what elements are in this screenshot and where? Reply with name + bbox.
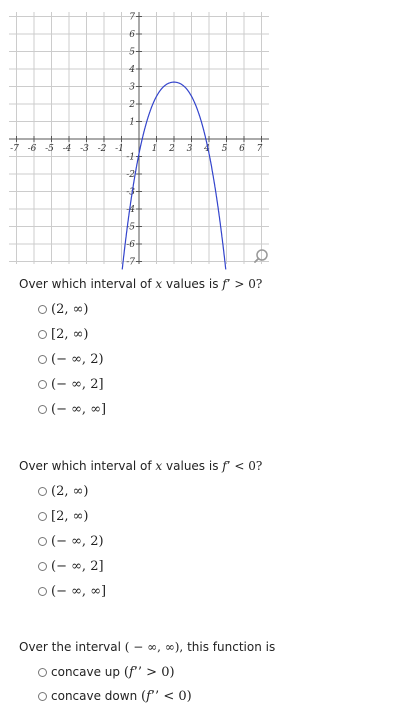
radio-button[interactable] (38, 692, 47, 701)
q1-option-2[interactable] (38, 324, 89, 344)
radio-button[interactable] (38, 512, 47, 521)
double-prime: ’’ (133, 664, 143, 680)
question-3-label: Over the interval (19, 640, 121, 654)
y-tick-label: -3 (126, 187, 135, 198)
option-label (51, 665, 175, 680)
option-label: [2, ∞) (51, 326, 89, 342)
radio-button[interactable] (38, 305, 47, 314)
relation: < (234, 459, 245, 473)
radio-button[interactable] (38, 562, 47, 571)
tick-labels (10, 13, 263, 268)
option-label: (2, ∞) (51, 483, 89, 499)
x-tick-label: 4 (204, 144, 210, 154)
q3-option-concave-down[interactable] (38, 686, 192, 706)
radio-button[interactable] (38, 487, 47, 496)
radio-button[interactable] (38, 668, 47, 677)
radio-button[interactable] (38, 405, 47, 414)
open-paren: ( (123, 664, 129, 680)
x-tick-label: 6 (239, 144, 245, 154)
q2-option-1[interactable] (38, 481, 89, 501)
question-2-var (155, 459, 162, 473)
question-2-condition (222, 459, 262, 473)
q2-option-4[interactable] (38, 556, 104, 576)
question-1-label: Over which interval of (19, 277, 152, 291)
func-f: f (222, 459, 227, 473)
y-tick-label: 6 (129, 30, 135, 40)
option-condition (141, 689, 192, 704)
x-tick-label: 2 (169, 144, 175, 154)
x-tick-label: -3 (80, 144, 89, 154)
relation: > (146, 664, 158, 680)
radio-button[interactable] (38, 537, 47, 546)
x-tick-label: -2 (97, 144, 107, 154)
x-tick-label: -7 (10, 144, 19, 154)
prime: ’ (226, 459, 231, 473)
y-tick-label: 1 (129, 117, 135, 128)
func-f: f (146, 688, 151, 704)
x-tick-label: -4 (62, 144, 72, 154)
var-x: x (155, 459, 163, 473)
func-f: f (222, 277, 227, 291)
y-tick-label: -2 (126, 170, 135, 180)
radio-button[interactable] (38, 330, 47, 339)
open-paren: ( (141, 688, 147, 704)
option-label: (− ∞, 2] (51, 558, 104, 574)
y-tick-label: 5 (129, 47, 135, 58)
q2-option-2[interactable] (38, 506, 89, 526)
y-tick-label: -5 (126, 222, 135, 233)
option-label: (− ∞, 2) (51, 351, 104, 367)
q3-option-concave-up[interactable] (38, 662, 175, 682)
q1-option-1[interactable] (38, 299, 89, 319)
var-x: x (155, 277, 163, 291)
zero: 0? (248, 277, 263, 291)
question-1-middle: values is (166, 277, 219, 291)
zero: 0) (178, 688, 192, 704)
q2-option-5[interactable] (38, 581, 106, 601)
relation: > (234, 277, 245, 291)
q1-option-5[interactable] (38, 399, 106, 419)
option-label: (2, ∞) (51, 301, 89, 317)
option-label: (− ∞, ∞] (51, 583, 107, 599)
q2-option-3[interactable] (38, 531, 104, 551)
y-tick-label: -4 (126, 205, 135, 215)
y-tick-label: 4 (129, 65, 135, 75)
question-2-prompt (19, 459, 262, 473)
option-label: (− ∞, 2) (51, 533, 104, 549)
question-1-var (155, 277, 162, 291)
q1-option-3[interactable] (38, 349, 104, 369)
graph-svg (0, 0, 400, 270)
question-1-condition (222, 277, 262, 291)
option-label: [2, ∞) (51, 508, 89, 524)
y-tick-label: 3 (129, 82, 135, 93)
x-tick-label: 5 (221, 144, 228, 154)
option-label: (− ∞, 2] (51, 376, 104, 392)
zero: 0) (161, 664, 175, 680)
y-tick-label: 2 (129, 100, 135, 110)
x-tick-label: 3 (186, 144, 193, 154)
x-tick-label: -6 (27, 144, 37, 154)
y-tick-label: -7 (126, 257, 135, 268)
relation: < (163, 688, 175, 704)
prime: ’ (226, 277, 231, 291)
option-text: concave down (51, 688, 138, 703)
question-3-suffix: this function is (187, 640, 276, 654)
question-2-label: Over which interval of (19, 459, 152, 473)
option-text: concave up (51, 664, 121, 679)
x-tick-label: 1 (151, 144, 158, 154)
y-tick-label: -6 (126, 240, 135, 250)
q1-option-4[interactable] (38, 374, 104, 394)
option-condition (124, 665, 175, 680)
zero: 0? (248, 459, 263, 473)
radio-button[interactable] (38, 587, 47, 596)
x-tick-label: -5 (45, 144, 54, 154)
question-1-prompt (19, 277, 262, 291)
double-prime: ’’ (150, 688, 160, 704)
func-f: f (128, 664, 134, 680)
y-tick-label: -1 (126, 152, 135, 163)
x-tick-label: -1 (115, 144, 124, 154)
question-3-prompt (19, 640, 275, 654)
function-graph (0, 0, 400, 270)
option-label (51, 689, 192, 704)
x-tick-label: 7 (256, 144, 263, 154)
radio-button[interactable] (38, 380, 47, 389)
question-2-middle: values is (166, 459, 219, 473)
radio-button[interactable] (38, 355, 47, 364)
option-label: (− ∞, ∞] (51, 401, 107, 417)
y-tick-label: 7 (129, 12, 135, 23)
question-3-interval: ( − ∞, ∞), (124, 640, 184, 654)
